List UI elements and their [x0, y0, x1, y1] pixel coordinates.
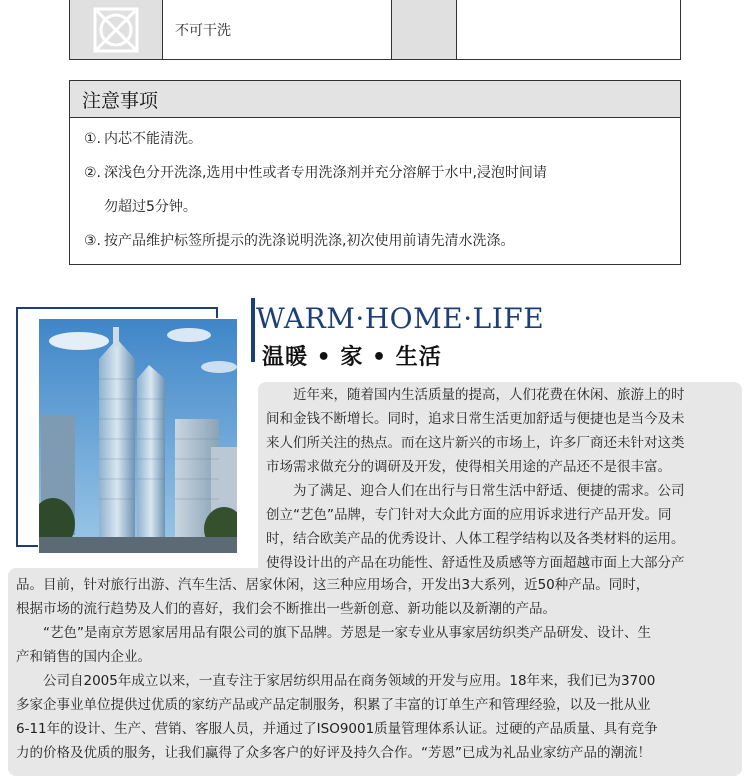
slogan-english: WARM·HOME·LIFE — [256, 302, 545, 335]
intro-line: 根据市场的流行趋势及人们的喜好，我们会不断推出一些新创意、新功能以及新潮的产品。 — [16, 601, 556, 617]
do-not-tumble-dry-icon — [92, 6, 140, 54]
care-table-row — [69, 0, 681, 60]
care-label: 不可干洗 — [163, 0, 392, 59]
care-empty-text-cell — [457, 0, 680, 59]
note-number: ①. — [84, 131, 102, 147]
note-text: 内芯不能清洗。 — [104, 131, 202, 147]
intro-line: 创立“艺色”品牌，专门针对大众此方面的应用诉求进行产品开发。同 — [266, 507, 672, 523]
heading-accent-bar — [251, 298, 255, 362]
intro-line: 市场需求做充分的调研及开发，使得相关用途的产品还不是很丰富。 — [266, 459, 671, 475]
note-text: 按产品维护标签所提示的洗涤说明洗涤,初次使用前请先清水洗涤。 — [104, 233, 515, 249]
intro-line: 来人们所关注的热点。而在这片新兴的市场上，许多厂商还未针对这类 — [266, 435, 685, 451]
building-photo — [38, 318, 238, 554]
intro-line: 公司自2005年成立以来，一直专注于家居纺织用品在商务领域的开发与应用。18年来，我们已为3700 — [43, 673, 656, 689]
intro-line: 6-11年的设计、生产、营销、客服人员，并通过了ISO9001质量管理体系认证。过硬的产品质量、具有竞争 — [16, 721, 658, 737]
intro-line: 品。目前，针对旅行出游、汽车生活、居家休闲，这三种应用场合，开发出3大系列，近50种产品。同时， — [16, 577, 650, 593]
intro-line: 近年来，随着国内生活质量的提高，人们花费在休闲、旅游上的时 — [293, 387, 685, 403]
slogan-chinese: 温暖 • 家 • 生活 — [262, 345, 442, 370]
intro-line: 间和金钱不断增长。同时，追求日常生活更加舒适与便捷也是当今及未 — [266, 411, 685, 427]
intro-line: 产和销售的国内企业。 — [16, 649, 151, 665]
intro-line: 为了满足、迎合人们在出行与日常生活中舒适、便捷的需求。公司 — [293, 483, 685, 499]
note-number: ②. — [84, 165, 102, 181]
notes-list — [70, 118, 680, 252]
note-item — [84, 230, 680, 252]
care-empty-icon-cell — [392, 0, 457, 59]
notes-box — [69, 80, 681, 265]
note-item — [84, 162, 680, 218]
note-text-continued: 勿超过5分钟。 — [104, 199, 197, 215]
care-icon-cell — [70, 0, 163, 59]
notes-title: 注意事项 — [70, 81, 680, 118]
intro-line: 多家企事业单位提供过优质的家纺产品或产品定制服务，积累了丰富的订单生产和管理经验，以及一批从业 — [16, 697, 651, 713]
note-item — [84, 128, 680, 150]
intro-line: “艺色”是南京芳恩家居用品有限公司的旗下品牌。芳恩是一家专业从事家居纺织类产品研发、设计、生 — [43, 625, 651, 641]
note-number: ③. — [84, 233, 102, 249]
intro-text-bottom — [16, 573, 738, 765]
intro-line: 时，结合欧美产品的优秀设计、人体工程学结构以及各类材料的运用。 — [266, 531, 685, 547]
intro-text-top — [266, 383, 736, 575]
intro-line: 力的价格及优质的服务，让我们赢得了众多客户的好评及持久合作。“芳恩”已成为礼品业家纺产品的潮流！ — [16, 745, 651, 761]
note-text: 深浅色分开洗涤,选用中性或者专用洗涤剂并充分溶解于水中,浸泡时间请 — [104, 165, 547, 181]
intro-line: 使得设计出的产品在功能性、舒适性及质感等方面超越市面上大部分产 — [266, 555, 685, 571]
